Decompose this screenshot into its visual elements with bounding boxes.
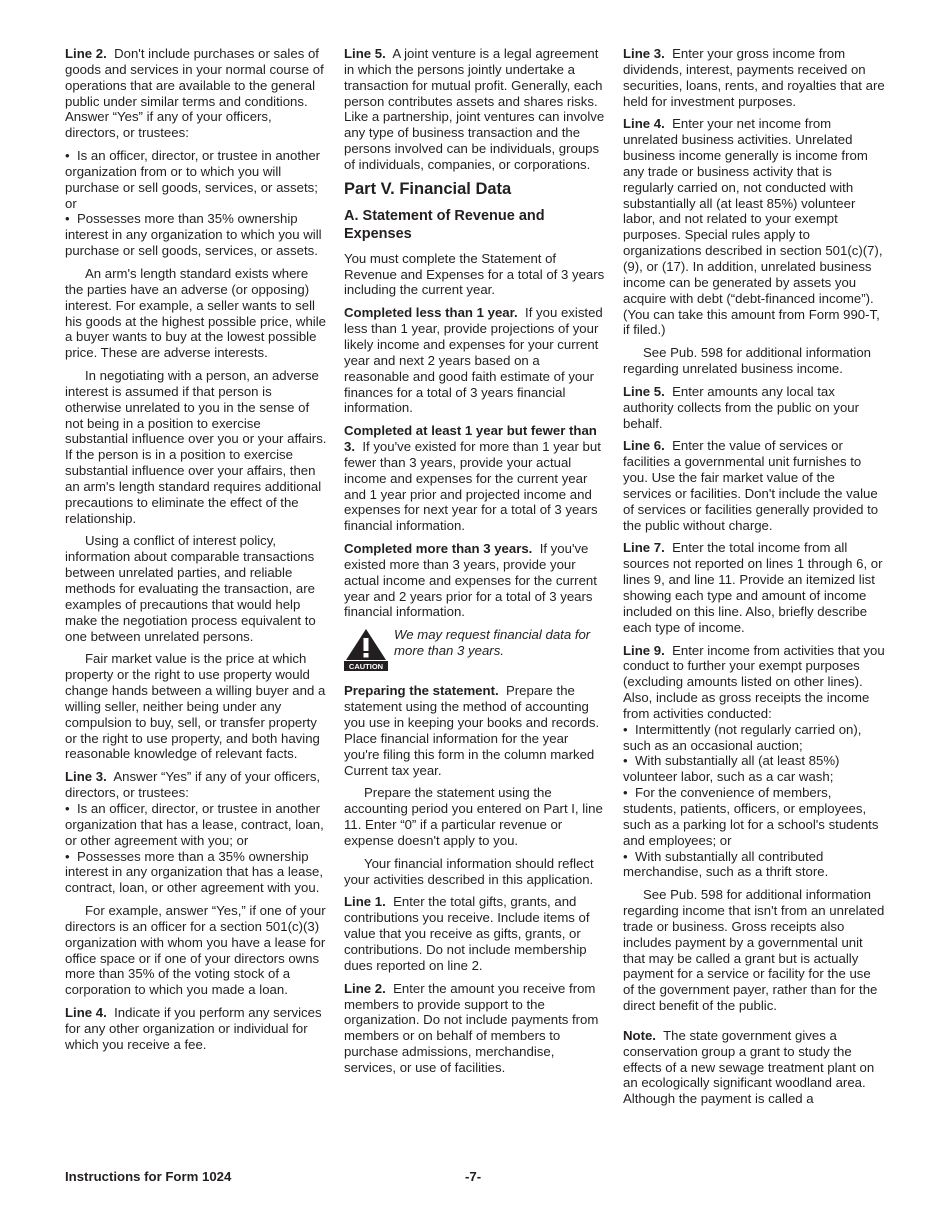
caution-word: CAUTION bbox=[348, 662, 384, 672]
preparing-statement-label: Preparing the statement. bbox=[344, 683, 499, 699]
line3-paragraph bbox=[65, 769, 327, 801]
caution-text: We may request financial data for more than 3 years. bbox=[394, 627, 591, 659]
line7-label: Line 7. bbox=[623, 540, 665, 556]
line4-label: Line 4. bbox=[65, 1005, 107, 1021]
footer-title: Instructions for Form 1024 bbox=[65, 1169, 232, 1184]
note-paragraph bbox=[623, 1028, 885, 1107]
column-middle bbox=[344, 46, 606, 1083]
line2-label: Line 2. bbox=[65, 46, 107, 61]
caution-icon bbox=[344, 627, 388, 671]
less-than-1-year-label: Completed less than 1 year. bbox=[344, 305, 518, 321]
line3-bullet-2: • Possesses more than a 35% ownership interest in any organization that has a lease, contract, loan, or other agreement with you. bbox=[65, 849, 327, 897]
line5-label: Line 5. bbox=[344, 46, 386, 61]
line9-bullet-1: • Intermittently (not regularly carried on), such as an occasional auction; bbox=[623, 722, 885, 754]
preparing-statement-text: Prepare the statement using the method of accounting you use in keeping your books and records. Place financial information for the year you're filing this form in the column marked Current tax year. bbox=[344, 683, 600, 778]
line6-label: Line 6. bbox=[623, 438, 665, 454]
line3-gross-income-text: Enter your gross income from dividends, interest, payments received on securities, loans, rents, and royalties that are held for investment purposes. bbox=[623, 46, 885, 109]
line9-text: Enter income from activities that you conduct to further your exempt purposes (excluding amounts listed on other lines). Also, include as gross receipts the income from activities conducted: bbox=[623, 642, 885, 721]
column-left bbox=[65, 46, 327, 1060]
one-to-three-years-label: Completed at least 1 year but fewer than 3. bbox=[344, 423, 597, 455]
line1-text: Enter the total gifts, grants, and contributions you receive. Include items of value that you receive as gifts, grants, or contributions. Do not include membership dues reported on line 2. bbox=[344, 894, 590, 973]
more-than-3-years-paragraph bbox=[344, 541, 606, 620]
line7-paragraph bbox=[623, 540, 885, 635]
less-than-1-year-paragraph bbox=[344, 305, 606, 416]
joint-venture-paragraph bbox=[344, 46, 606, 173]
pub598-paragraph-a: See Pub. 598 for additional information regarding unrelated business income. bbox=[623, 345, 871, 377]
line2-text: Don't include purchases or sales of goods and services in your normal course of operations that are available to the general public under similar terms and conditions. Answer “Yes” if any of your officers, directors, or trustees: bbox=[65, 46, 324, 141]
column-right bbox=[623, 46, 885, 1114]
example-paragraph: For example, answer “Yes,” if one of your directors is an officer for a section 501(c)(3) organization with whom you have a lease for office space or if one of your directors owns more than 35% of the voting stock of a corporation to which you made a loan. bbox=[65, 903, 326, 998]
line5-tax-label: Line 5. bbox=[623, 383, 665, 399]
line2-members-label: Line 2. bbox=[344, 980, 386, 996]
fair-market-value-paragraph: Fair market value is the price at which property or the right to use property would change hands between a willing buyer and a willing seller, neither being under any compulsion to buy, sell, or transfer property or the right to use property, and both having reasonable knowledge of relevant facts. bbox=[65, 651, 326, 762]
line1-paragraph bbox=[344, 894, 606, 973]
page-number: -7- bbox=[465, 1169, 482, 1184]
line9-bullet-2: • With substantially all (at least 85%) volunteer labor, such as a car wash; bbox=[623, 753, 885, 785]
caution-note bbox=[344, 627, 606, 671]
accounting-period-paragraph: Prepare the statement using the accounting period you entered on Part I, line 11. Enter “0” if a particular revenue or expense doesn't apply to you. bbox=[344, 785, 603, 848]
more-than-3-years-label: Completed more than 3 years. bbox=[344, 541, 533, 557]
negotiating-paragraph: In negotiating with a person, an adverse interest is assumed if that person is otherwise unrelated to you in the sense of not being in a position to exercise substantial influence over you or your affairs. If the person is in a position to exercise substantial influence over your affairs, then an arm's length standard requires additional precautions to eliminate the effect of the relationship. bbox=[65, 368, 327, 526]
line2-bullet-1: • Is an officer, director, or trustee in another organization from or to which you will purchase or sell goods, services, or assets; or bbox=[65, 148, 327, 211]
line3-gross-income-paragraph bbox=[623, 46, 885, 109]
reflect-activities-paragraph: Your financial information should reflect your activities described in this application. bbox=[344, 855, 594, 887]
statement-heading: A. Statement of Revenue and Expenses bbox=[344, 207, 545, 242]
note-label: Note. bbox=[623, 1027, 656, 1043]
line3-gross-income-label: Line 3. bbox=[623, 46, 665, 61]
more-than-3-years-text: If you've existed more than 3 years, provide your actual income and expenses for the current year and 2 years prior for a total of 3 years financial information. bbox=[344, 541, 597, 620]
one-to-three-years-paragraph bbox=[344, 423, 606, 534]
pub598-paragraph-b: See Pub. 598 for additional information regarding income that isn't from an unrelated trade or business. Gross receipts also includes payment by a governmental unit that may be called a grant but is actually payment for a service or facility for the use of the government payer, rather than for the direct benefit of the public. bbox=[623, 887, 885, 1014]
preparing-statement-paragraph bbox=[344, 683, 606, 778]
line7-text: Enter the total income from all sources not reported on lines 1 through 6, or lines 9, and line 11. Provide an itemized list showing each type and amount of income included on this line. Also, briefly describe each type of income. bbox=[623, 540, 883, 635]
intro-paragraph: You must complete the Statement of Revenue and Expenses for a total of 3 years including the current year. bbox=[344, 250, 605, 298]
line4-unrelated-text: Enter your net income from unrelated business activities. Unrelated business income generally is income from any trade or business activity that is regularly carried on, not conducted with substantially all (at least 85%) volunteer labor, and not related to your exempt purposes. Special rules apply to organizations described in section 501(c)(7), (9), or (17). In addition, unrelated business income can be generated by assets you acquire with debt (“debt-financed income”). (You can take this amount from Form 990-T, if filed.) bbox=[623, 116, 883, 338]
line9-label: Line 9. bbox=[623, 642, 665, 658]
line4-unrelated-paragraph bbox=[623, 116, 885, 338]
line2-paragraph bbox=[65, 46, 327, 141]
one-to-three-years-text: If you've existed for more than 1 year but fewer than 3 years, provide your actual income and expenses for the current year and 1 year prior and projected income and expenses for next year for a total of 3 years financial information. bbox=[344, 439, 601, 534]
line2-members-paragraph bbox=[344, 981, 606, 1076]
line4-unrelated-label: Line 4. bbox=[623, 116, 665, 132]
conflict-policy-paragraph: Using a conflict of interest policy, information about comparable transactions between unrelated parties, and reliable methods for evaluating the transaction, are examples of precautions that would help make the negotiation process equivalent to one between unrelated persons. bbox=[65, 533, 316, 644]
line5-tax-text: Enter amounts any local tax authority collects from the public on your behalf. bbox=[623, 383, 860, 431]
line3-label: Line 3. bbox=[65, 769, 107, 785]
part-v-heading: Part V. Financial Data bbox=[344, 179, 512, 198]
line3-text: Answer “Yes” if any of your officers, directors, or trustees: bbox=[65, 769, 321, 801]
line6-paragraph bbox=[623, 438, 885, 533]
arms-length-paragraph: An arm's length standard exists where the parties have an adverse (or opposing) interest. For example, a seller wants to sell his goods at the highest possible price, while a buyer wants to buy at the lowest possible price. These are adverse interests. bbox=[65, 265, 326, 361]
line6-text: Enter the value of services or facilities a governmental unit furnishes to you. Use the fair market value of the services or facilities. Don't include the value of services or facilities generally provided to the public without charge. bbox=[623, 438, 879, 533]
line5-text: A joint venture is a legal agreement in which the persons jointly undertake a transaction for mutual profit. Generally, each person contributes assets and shares risks. Like a partnership, joint ventures can involve any type of business transaction and the persons involved can be individuals, groups of individuals, companies, or corporations. bbox=[344, 46, 605, 172]
line1-label: Line 1. bbox=[344, 894, 386, 910]
line3-bullet-1: • Is an officer, director, or trustee in another organization that has a lease, contract, loan, or other agreement with you; or bbox=[65, 801, 327, 849]
note-text: The state government gives a conservation group a grant to study the effects of a new sewage treatment plant on an ecologically significant woodland area. Although the payment is called a bbox=[623, 1027, 875, 1107]
line9-bullet-3: • For the convenience of members, students, patients, officers, or employees, such as a parking lot for a school's students and employees; or bbox=[623, 785, 885, 848]
line5-tax-paragraph bbox=[623, 384, 885, 432]
line2-members-text: Enter the amount you receive from members to provide support to the organization. Do not include payments from members or on behalf of members to purchase admissions, merchandise, services, or use of facilities. bbox=[344, 980, 599, 1075]
less-than-1-year-text: If you existed less than 1 year, provide projections of your likely income and expenses for your current year and next 2 years based on a reasonable and good faith estimate of your finances for a total of 3 years financial information. bbox=[344, 305, 603, 416]
line4-paragraph bbox=[65, 1005, 327, 1053]
line4-text: Indicate if you perform any services for any other organization or individual for which you receive a fee. bbox=[65, 1005, 322, 1052]
line2-bullet-2: • Possesses more than 35% ownership interest in any organization to which you will purchase or sell goods, services, or assets. bbox=[65, 211, 327, 259]
line9-paragraph bbox=[623, 643, 885, 722]
line9-bullet-4: • With substantially all contributed merchandise, such as a thrift store. bbox=[623, 849, 885, 881]
